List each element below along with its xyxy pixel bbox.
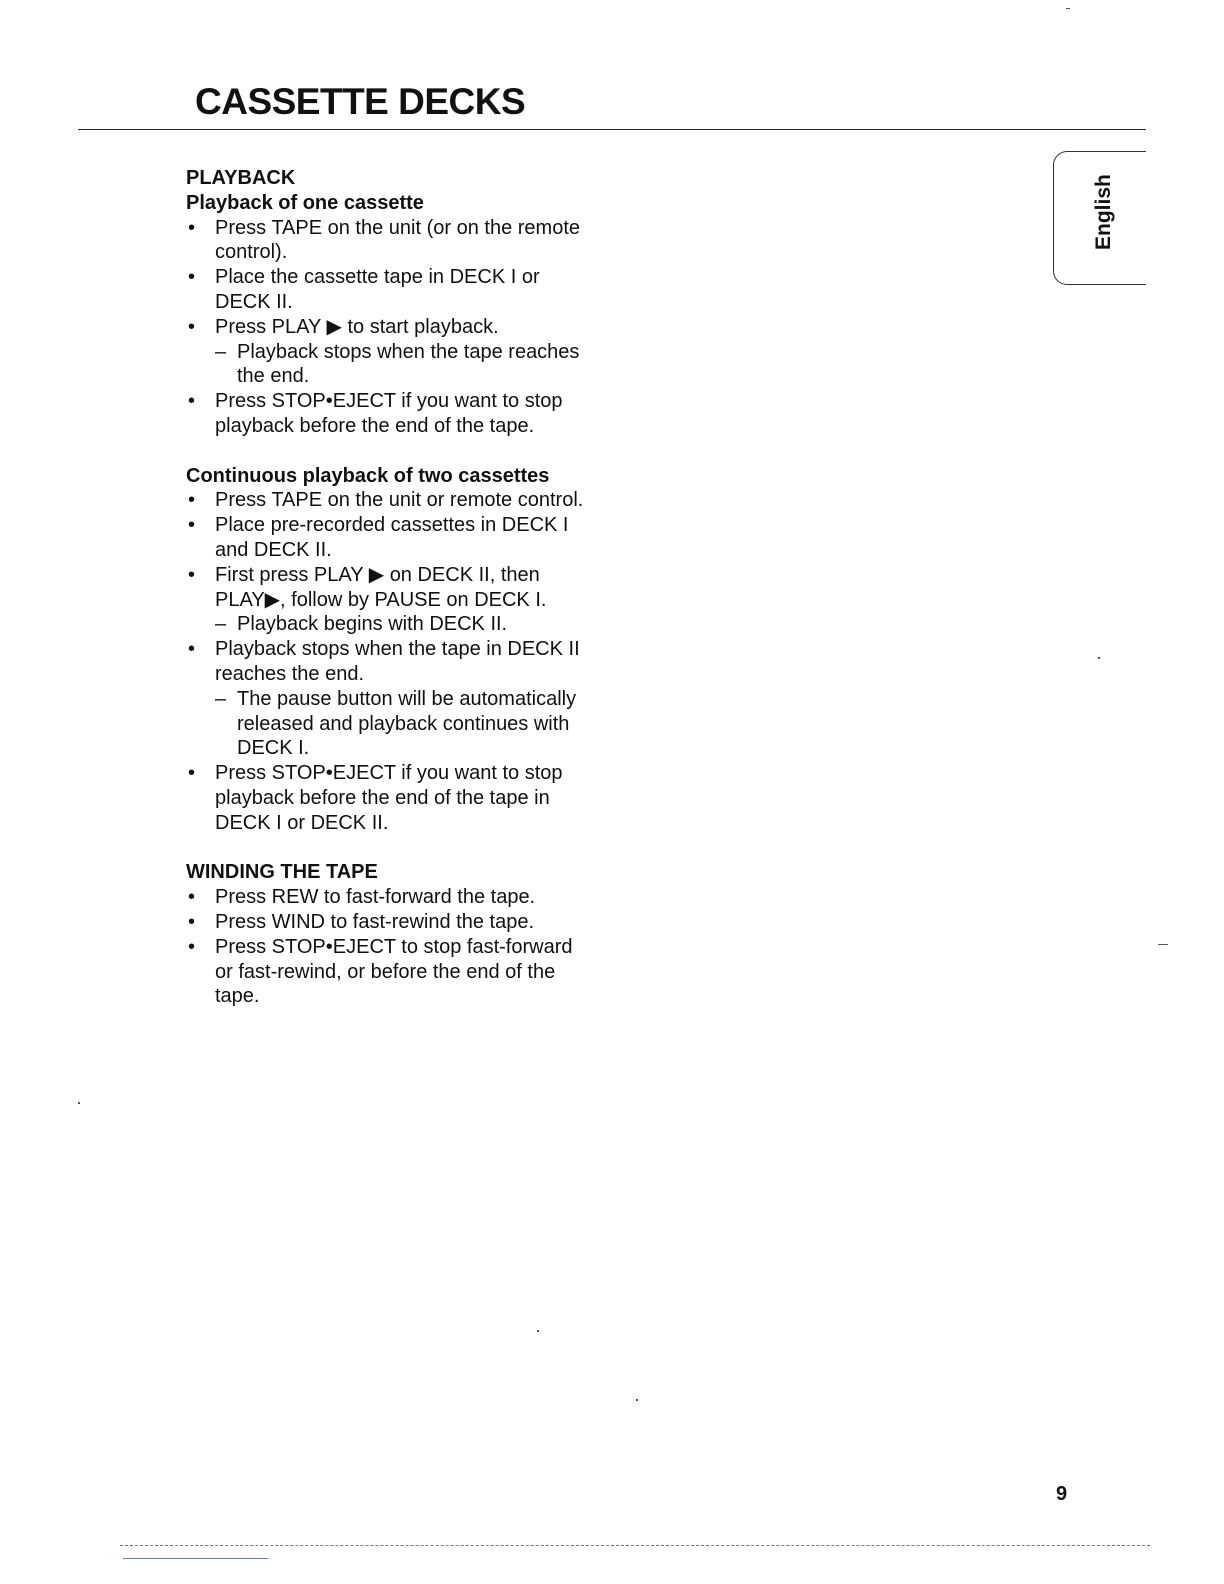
scan-speck xyxy=(1066,8,1070,9)
list-item-text: Press STOP•EJECT if you want to stop playback before the end of the tape. xyxy=(215,390,563,437)
winding-list xyxy=(186,885,591,1009)
subheading-one-cassette: Playback of one cassette xyxy=(186,191,424,214)
language-tab xyxy=(1053,151,1146,285)
main-content xyxy=(186,166,591,1009)
page-title: CASSETTE DECKS xyxy=(195,81,526,122)
list-item xyxy=(186,488,591,513)
scan-artifact-blue-line xyxy=(123,1558,268,1559)
scan-speck xyxy=(1158,944,1168,945)
scan-speck xyxy=(537,1330,539,1332)
list-item-text: Place pre-recorded cassettes in DECK I and DECK II. xyxy=(215,514,569,561)
two-cassettes-list xyxy=(186,488,591,835)
list-item-text: Press TAPE on the unit (or on the remote control). xyxy=(215,216,580,264)
list-item-text: Press STOP•EJECT to stop fast-forward or fast-rewind, or before the end of the tape. xyxy=(215,935,573,1008)
list-item xyxy=(186,513,591,563)
list-item-text: Playback stops when the tape in DECK II reaches the end. xyxy=(215,638,580,685)
page-number: 9 xyxy=(1056,1483,1068,1505)
subheading-two-cassettes: Continuous playback of two cassettes xyxy=(186,464,550,487)
list-item-text: Press PLAY ▶ to start playback. xyxy=(215,315,499,338)
list-note: – The pause button will be automatically released and playback continues with DECK I. xyxy=(215,687,591,761)
list-item-text: Press TAPE on the unit or remote control. xyxy=(215,489,584,512)
list-note: – Playback stops when the tape reaches the end. xyxy=(215,340,591,390)
list-item xyxy=(186,761,591,835)
list-item xyxy=(186,265,591,315)
list-item xyxy=(186,216,591,266)
list-item xyxy=(186,935,591,1009)
section-heading-playback: PLAYBACK xyxy=(186,167,296,189)
scan-speck xyxy=(1098,657,1100,659)
scan-speck xyxy=(78,1102,80,1104)
list-item-text: Press REW to fast-forward the tape. xyxy=(215,886,536,909)
list-item-text: First press PLAY ▶ on DECK II, then PLAY▶, follow by PAUSE on DECK I. xyxy=(215,563,547,611)
scan-speck xyxy=(636,1399,638,1401)
list-item xyxy=(186,885,591,910)
list-item-text: Press STOP•EJECT if you want to stop playback before the end of the tape in DECK I or DECK II. xyxy=(215,762,563,834)
one-cassette-list xyxy=(186,216,591,439)
list-item xyxy=(186,315,591,389)
scan-artifact-line xyxy=(120,1545,1150,1548)
spacer xyxy=(186,439,591,464)
list-item xyxy=(186,389,591,439)
list-item xyxy=(186,637,591,761)
list-item-text: Press WIND to fast-rewind the tape. xyxy=(215,910,535,933)
list-note: – Playback begins with DECK II. xyxy=(215,612,591,637)
list-item xyxy=(186,910,591,935)
title-rule xyxy=(78,129,1146,130)
spacer xyxy=(186,836,591,861)
language-tab-label: English xyxy=(1092,174,1115,250)
list-item xyxy=(186,563,591,637)
list-item-text: Place the cassette tape in DECK I or DECK II. xyxy=(215,266,540,313)
section-heading-winding: WINDING THE TAPE xyxy=(186,861,378,884)
